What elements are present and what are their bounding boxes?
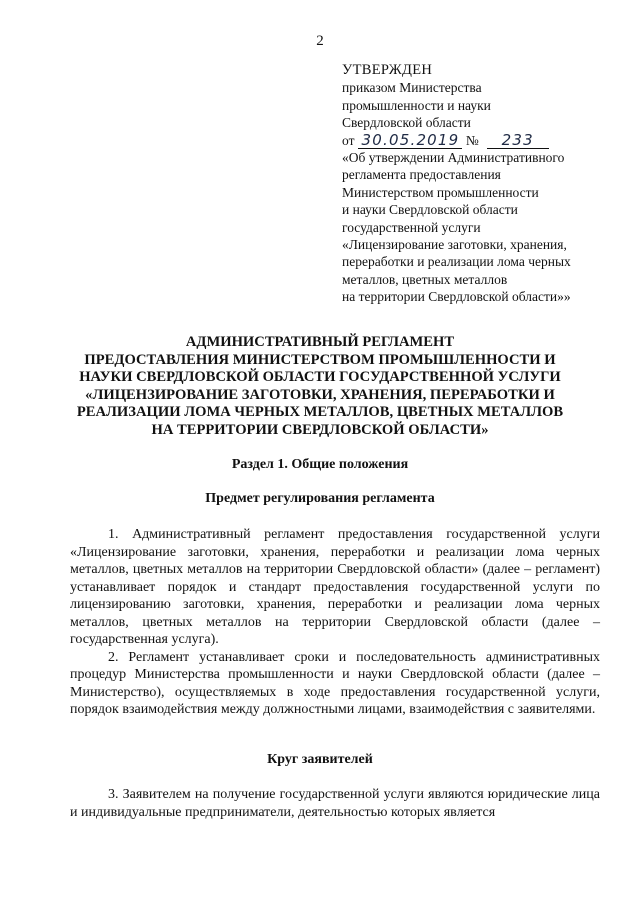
date-field (358, 130, 462, 149)
section-heading: Раздел 1. Общие положения (231, 457, 409, 472)
title-line: РЕАЛИЗАЦИИ ЛОМА ЧЕРНЫХ МЕТАЛЛОВ, ЦВЕТНЫХ МЕТАЛЛОВ (76, 404, 564, 421)
subject-heading: Предмет регулирования регламента (205, 491, 435, 506)
approval-line: приказом Министерства (342, 80, 482, 96)
approval-subject-line: на территории Свердловской области»» (342, 289, 571, 305)
approval-subject-line: Министерством промышленности (342, 184, 539, 200)
paragraphs-group-1 (70, 526, 600, 719)
paragraph-2: 2. Регламент устанавливает сроки и последовательность административных процедур Министерства промышленности и науки Свердловской области (далее – Министерство), осуществляемых в ходе предоставления государственной услуги, порядок взаимодействия между должностными лицами, взаимодействия с заявителями. (70, 649, 600, 717)
approval-stamp: УТВЕРЖДЕН (342, 62, 433, 78)
approval-subject-line: металлов, цветных металлов (342, 271, 508, 287)
approval-line: промышленности и науки (342, 97, 491, 113)
approval-line: Свердловской области (342, 115, 471, 131)
approval-block (342, 62, 622, 306)
title-line: АДМИНИСТРАТИВНЫЙ РЕГЛАМЕНТ (185, 334, 455, 350)
approval-date-number-line (342, 132, 622, 149)
number-sign: № (465, 132, 479, 148)
paragraph-3: 3. Заявителем на получение государственной услуги являются юридические лица и индивидуальные предприниматели, деятельностью которых является (70, 787, 600, 820)
title-line: НАУКИ СВЕРДЛОВСКОЙ ОБЛАСТИ ГОСУДАРСТВЕННОЙ УСЛУГИ (79, 369, 561, 386)
paragraph-1: 1. Административный регламент предоставления государственной услуги «Лицензирование заготовки, хранения, переработки и реализации лома черных металлов, цветных металлов на территории Свердловской области» (далее – регламент) устанавливает порядок и стандарт предоставления государственной услуги по лицензированию заготовки, хранения, переработки и реализации лома черных металлов, цветных металлов на территории Свердловской области (далее – государственная услуга). (70, 527, 600, 647)
approval-subject-line: государственной услуги (342, 219, 481, 235)
document-title (40, 334, 600, 440)
approval-subject-line: переработки и реализации лома черных (342, 254, 571, 270)
approval-subject-line: регламента предоставления (342, 167, 501, 183)
date-prefix: от (342, 132, 355, 148)
handwritten-date: 30.05.2019 (361, 130, 460, 149)
handwritten-number: 233 (501, 130, 534, 149)
page-number: 2 (316, 33, 324, 49)
approval-subject-line: и науки Свердловской области (342, 202, 518, 218)
title-line: НА ТЕРРИТОРИИ СВЕРДЛОВСКОЙ ОБЛАСТИ» (151, 421, 489, 438)
applicants-heading: Круг заявителей (267, 752, 373, 767)
number-field (487, 130, 549, 149)
title-line: ПРЕДОСТАВЛЕНИЯ МИНИСТЕРСТВОМ ПРОМЫШЛЕННОСТИ И (84, 351, 556, 368)
paragraphs-group-2 (70, 786, 600, 821)
title-line: «ЛИЦЕНЗИРОВАНИЕ ЗАГОТОВКИ, ХРАНЕНИЯ, ПЕРЕРАБОТКИ И (85, 386, 555, 403)
approval-subject-line: «Об утверждении Административного (342, 150, 565, 166)
approval-subject-line: «Лицензирование заготовки, хранения, (342, 237, 567, 253)
